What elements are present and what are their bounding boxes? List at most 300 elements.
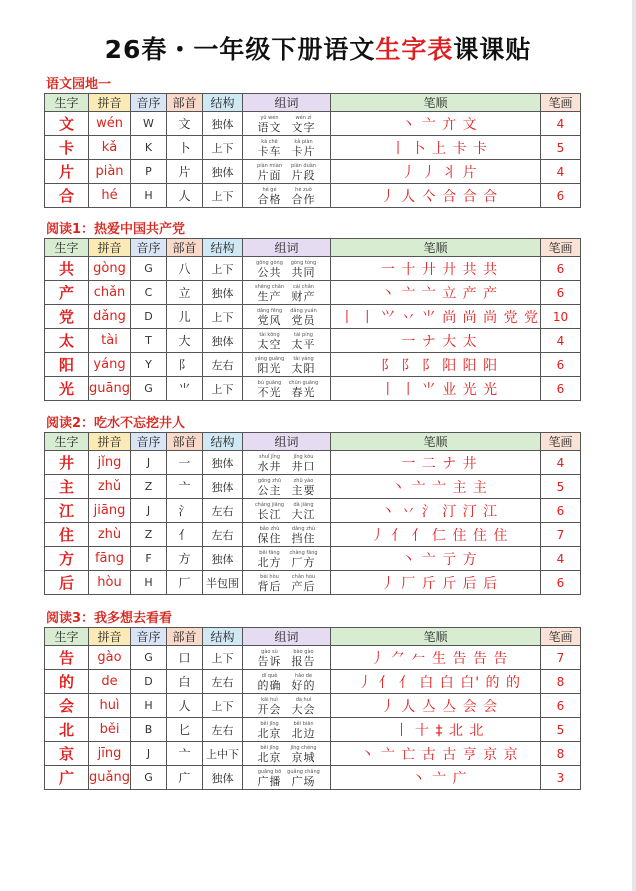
radical-cell: 阝 [167,353,203,377]
word-item [253,721,287,740]
table-row [45,377,581,401]
word-item [287,187,321,206]
header-strokes: 笔顺 [331,628,541,646]
section-title: 阅读3：我多想去看看 [46,611,173,626]
header-count: 笔画 [541,94,581,112]
character-cell: 卡 [45,136,89,160]
stroke-count-cell: 5 [541,136,581,160]
character-cell: 后 [45,571,89,595]
table-row [45,547,581,571]
word-item [253,260,287,279]
structure-cell: 独体 [203,160,243,184]
word-text: 广播 [257,774,282,788]
stroke-order-cell: 丿 丿 丬 片 [331,160,541,184]
word-item [287,284,321,303]
pinyin-cell: guāng [89,377,131,401]
word-item [253,673,287,692]
character-cell: 广 [45,766,89,790]
stroke-order-cell: 丿 亻 亻 白 白 白' 的 的 [331,670,541,694]
word-text: 挡住 [291,531,316,545]
stroke-order-cell: 丶 丷 氵 汀 汀 江 [331,499,541,523]
word-item [253,502,287,521]
pinyin-cell: gào [89,646,131,670]
character-cell: 文 [45,112,89,136]
word-pinyin: běi fāng [259,549,280,556]
stroke-count-cell: 4 [541,112,581,136]
stroke-count-cell: 10 [541,305,581,329]
structure-cell: 独体 [203,547,243,571]
word-pinyin: shuǐ jǐng [258,453,281,460]
structure-cell: 上下 [203,136,243,160]
word-item [287,673,321,692]
table-row [45,766,581,790]
word-item [253,745,287,764]
stroke-order-cell: 丿 人 亼 亼 会 会 [331,694,541,718]
stroke-count-cell: 4 [541,451,581,475]
word-pinyin: shēng chǎn [255,283,284,290]
words-cell [243,742,331,766]
stroke-count-cell: 5 [541,475,581,499]
phonetic-order-cell: Y [131,353,167,377]
word-item [287,721,321,740]
pinyin-cell: guǎng [89,766,131,790]
word-text: 好的 [291,678,316,692]
table-row [45,329,581,353]
word-pinyin: wén zì [295,114,312,121]
structure-cell: 上下 [203,305,243,329]
table-row [45,184,581,208]
phonetic-order-cell: H [131,571,167,595]
structure-cell: 左右 [203,670,243,694]
words-cell [243,257,331,281]
header-pinyin: 拼音 [89,239,131,257]
word-pinyin: yǔ wén [260,114,279,121]
word-text: 水井 [257,459,282,473]
pinyin-cell: zhǔ [89,475,131,499]
words-cell [243,475,331,499]
table-row [45,646,581,670]
radical-cell: 卜 [167,136,203,160]
word-item [253,115,287,134]
phonetic-order-cell: J [131,499,167,523]
stroke-count-cell: 4 [541,329,581,353]
word-text: 京城 [291,750,316,764]
radical-cell: 白 [167,670,203,694]
word-pinyin: dà jiāng [293,501,314,508]
stroke-order-cell: 一 二 ナ 井 [331,451,541,475]
word-text: 文字 [291,120,316,134]
header-order: 音序 [131,239,167,257]
words-cell [243,305,331,329]
table-header-row [45,628,581,646]
word-item [287,745,321,764]
table-row [45,742,581,766]
word-text: 北京 [257,726,282,740]
word-pinyin: běi jīng [260,720,279,727]
word-item [253,308,287,327]
header-count: 笔画 [541,628,581,646]
header-radical: 部首 [167,239,203,257]
word-pinyin: jǐng kǒu [293,453,314,460]
phonetic-order-cell: G [131,766,167,790]
phonetic-order-cell: F [131,547,167,571]
word-pinyin: cái chǎn [293,283,314,290]
word-text: 告诉 [257,654,282,668]
word-item [253,163,287,182]
phonetic-order-cell: G [131,257,167,281]
table-row [45,257,581,281]
radical-cell: 氵 [167,499,203,523]
word-pinyin: piàn duàn [291,162,316,169]
word-item [287,260,321,279]
stroke-order-cell: 一 ナ 大 太 [331,329,541,353]
table-row [45,718,581,742]
word-item [287,526,321,545]
word-pinyin: běi jīng [260,744,279,751]
character-table [44,627,581,790]
word-item [253,284,287,303]
phonetic-order-cell: J [131,451,167,475]
header-pinyin: 拼音 [89,94,131,112]
stroke-order-cell: 丨 十 ‡ 北 北 [331,718,541,742]
pinyin-cell: zhù [89,523,131,547]
word-pinyin: kǎ chē [261,138,278,145]
radical-cell: 广 [167,766,203,790]
stroke-count-cell: 6 [541,499,581,523]
stroke-order-cell: 丿 人 亽 合 合 合 [331,184,541,208]
word-item [253,478,287,497]
phonetic-order-cell: T [131,329,167,353]
stroke-count-cell: 7 [541,523,581,547]
radical-cell: 亻 [167,523,203,547]
character-cell: 方 [45,547,89,571]
word-text: 片面 [257,168,282,182]
word-pinyin: gòng tóng [290,259,317,266]
table-row [45,281,581,305]
word-text: 主要 [291,483,316,497]
header-char: 生字 [45,239,89,257]
words-cell [243,329,331,353]
character-cell: 共 [45,257,89,281]
phonetic-order-cell: D [131,305,167,329]
word-text: 合格 [257,192,282,206]
word-item [287,649,321,668]
stroke-order-cell: 丶 亠 亡 古 古 亨 京 京 [331,742,541,766]
word-pinyin: chǎng fāng [289,549,318,556]
radical-cell: 厂 [167,571,203,595]
pinyin-cell: dǎng [89,305,131,329]
structure-cell: 独体 [203,112,243,136]
words-cell [243,571,331,595]
words-cell [243,523,331,547]
word-pinyin: tài yáng [293,355,314,362]
header-structure: 结构 [203,239,243,257]
table-row [45,136,581,160]
word-item [253,574,287,593]
word-item [287,308,321,327]
table-row [45,451,581,475]
character-cell: 产 [45,281,89,305]
word-pinyin: jīng chéng [290,744,317,751]
word-text: 报告 [291,654,316,668]
table-row [45,353,581,377]
stroke-order-cell: 丿 ⺈ 𠂉 生 告 告 告 [331,646,541,670]
radical-cell: 人 [167,694,203,718]
phonetic-order-cell: C [131,281,167,305]
header-char: 生字 [45,628,89,646]
page-edge [632,0,636,891]
word-pinyin: cháng jiāng [254,501,285,508]
word-pinyin: dà huì [295,696,312,703]
character-cell: 告 [45,646,89,670]
header-char: 生字 [45,94,89,112]
word-text: 的确 [257,678,282,692]
pinyin-cell: běi [89,718,131,742]
word-text: 卡片 [291,144,316,158]
word-pinyin: dí què [261,672,278,679]
word-pinyin: bǎo zhù [259,525,280,532]
stroke-order-cell: 丨 丨 ⺍ 丷 ⺌ 尚 尚 尚 党 党 [331,305,541,329]
table-row [45,475,581,499]
character-cell: 光 [45,377,89,401]
phonetic-order-cell: D [131,670,167,694]
word-text: 保住 [257,531,282,545]
character-table [44,238,581,401]
word-pinyin: guǎng chǎng [287,768,320,775]
word-item [253,332,287,351]
word-item [253,697,287,716]
stroke-order-cell: 丶 亠 亣 文 [331,112,541,136]
stroke-count-cell: 6 [541,184,581,208]
word-pinyin: hǎo de [294,672,313,679]
header-count: 笔画 [541,239,581,257]
word-text: 不光 [257,385,282,399]
stroke-count-cell: 6 [541,571,581,595]
word-item [253,550,287,569]
word-pinyin: gào sù [261,648,278,655]
stroke-count-cell: 4 [541,547,581,571]
header-order: 音序 [131,628,167,646]
header-strokes: 笔顺 [331,94,541,112]
structure-cell: 上中下 [203,742,243,766]
phonetic-order-cell: H [131,184,167,208]
stroke-order-cell: 丶 亠 亍 方 [331,547,541,571]
word-item [287,163,321,182]
character-cell: 片 [45,160,89,184]
character-cell: 会 [45,694,89,718]
radical-cell: 片 [167,160,203,184]
header-char: 生字 [45,433,89,451]
table-row [45,523,581,547]
word-pinyin: tài kōng [259,331,280,338]
structure-cell: 上下 [203,694,243,718]
header-words: 组词 [243,239,331,257]
word-pinyin: piàn miàn [257,162,282,169]
stroke-count-cell: 8 [541,742,581,766]
structure-cell: 独体 [203,329,243,353]
word-pinyin: gōng gòng [256,259,283,266]
words-cell [243,160,331,184]
pinyin-cell: wén [89,112,131,136]
radical-cell: 亠 [167,475,203,499]
stroke-order-cell: 丿 亻 亻 仁 住 住 住 [331,523,541,547]
structure-cell: 左右 [203,353,243,377]
pinyin-cell: jiāng [89,499,131,523]
words-cell [243,281,331,305]
header-radical: 部首 [167,433,203,451]
radical-cell: 立 [167,281,203,305]
character-cell: 井 [45,451,89,475]
structure-cell: 半包围 [203,571,243,595]
structure-cell: 上下 [203,184,243,208]
radical-cell: 口 [167,646,203,670]
header-radical: 部首 [167,628,203,646]
word-item [287,115,321,134]
structure-cell: 独体 [203,766,243,790]
header-radical: 部首 [167,94,203,112]
word-item [287,356,321,375]
stroke-count-cell: 6 [541,281,581,305]
header-structure: 结构 [203,628,243,646]
header-order: 音序 [131,94,167,112]
section-title: 语文园地一 [46,77,112,92]
phonetic-order-cell: P [131,160,167,184]
word-item [287,697,321,716]
word-item [253,380,287,399]
structure-cell: 上下 [203,646,243,670]
pinyin-cell: tài [89,329,131,353]
word-pinyin: bù guāng [257,379,282,386]
page-title: 26春・一年级下册语文生字表课课贴 [104,35,532,64]
word-text: 北方 [257,555,282,569]
radical-cell: 儿 [167,305,203,329]
radical-cell: 方 [167,547,203,571]
word-text: 合作 [291,192,316,206]
word-item [287,454,321,473]
word-item [287,574,321,593]
structure-cell: 上下 [203,377,243,401]
header-pinyin: 拼音 [89,433,131,451]
header-structure: 结构 [203,433,243,451]
word-item [253,454,287,473]
word-item [253,769,287,788]
words-cell [243,451,331,475]
word-text: 公主 [257,483,282,497]
pinyin-cell: huì [89,694,131,718]
pinyin-cell: piàn [89,160,131,184]
header-words: 组词 [243,433,331,451]
word-item [253,649,287,668]
word-pinyin: yáng guāng [254,355,285,362]
stroke-order-cell: 丨 卜 上 卡 卡 [331,136,541,160]
table-header-row [45,239,581,257]
words-cell [243,646,331,670]
radical-cell: 大 [167,329,203,353]
word-item [253,356,287,375]
word-item [253,139,287,158]
character-table [44,432,581,595]
table-header-row [45,94,581,112]
word-text: 开会 [257,702,282,716]
stroke-order-cell: 一 十 廾 廾 共 共 [331,257,541,281]
word-pinyin: běi biān [293,720,314,727]
stroke-order-cell: 丶 亠 广 [331,766,541,790]
radical-cell: 八 [167,257,203,281]
words-cell [243,377,331,401]
word-pinyin: guǎng bō [257,768,282,775]
word-pinyin: dǎng yuán [290,307,317,314]
word-text: 阳光 [257,361,282,375]
character-cell: 北 [45,718,89,742]
word-text: 片段 [291,168,316,182]
pinyin-cell: gòng [89,257,131,281]
header-pinyin: 拼音 [89,628,131,646]
section-title: 阅读1：热爱中国共产党 [46,222,186,237]
radical-cell: ⺌ [167,377,203,401]
word-item [287,139,321,158]
word-text: 北边 [291,726,316,740]
phonetic-order-cell: J [131,742,167,766]
word-pinyin: zhǔ yào [293,477,314,484]
stroke-count-cell: 4 [541,160,581,184]
radical-cell: 匕 [167,718,203,742]
word-pinyin: dǎng zhù [291,525,316,532]
phonetic-order-cell: Z [131,475,167,499]
header-words: 组词 [243,628,331,646]
word-pinyin: chūn guāng [288,379,319,386]
words-cell [243,694,331,718]
word-text: 生产 [257,289,282,303]
words-cell [243,670,331,694]
pinyin-cell: fāng [89,547,131,571]
word-pinyin: kāi huì [261,696,278,703]
phonetic-order-cell: W [131,112,167,136]
character-cell: 党 [45,305,89,329]
header-strokes: 笔顺 [331,433,541,451]
pinyin-cell: jǐng [89,451,131,475]
word-text: 背后 [257,579,282,593]
stroke-count-cell: 8 [541,670,581,694]
phonetic-order-cell: H [131,694,167,718]
word-text: 春光 [291,385,316,399]
table-row [45,694,581,718]
table-row [45,112,581,136]
words-cell [243,136,331,160]
word-item [253,526,287,545]
structure-cell: 独体 [203,475,243,499]
word-item [287,769,321,788]
pinyin-cell: chǎn [89,281,131,305]
character-cell: 太 [45,329,89,353]
table-row [45,499,581,523]
word-pinyin: hé gé [262,186,277,193]
stroke-count-cell: 6 [541,694,581,718]
character-table [44,93,581,208]
header-strokes: 笔顺 [331,239,541,257]
words-cell [243,353,331,377]
word-text: 太空 [257,337,282,351]
words-cell [243,112,331,136]
structure-cell: 左右 [203,718,243,742]
pinyin-cell: de [89,670,131,694]
word-text: 厂方 [291,555,316,569]
words-cell [243,547,331,571]
table-row [45,670,581,694]
word-text: 井口 [291,459,316,473]
stroke-count-cell: 6 [541,353,581,377]
word-pinyin: hé zuò [295,186,312,193]
word-pinyin: kǎ piàn [294,138,313,145]
